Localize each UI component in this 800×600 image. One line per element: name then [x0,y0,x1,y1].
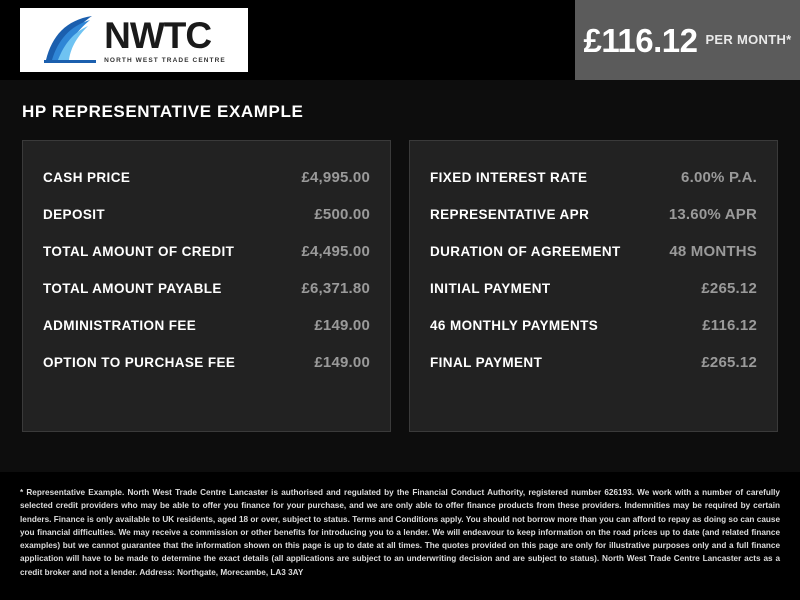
table-row [41,159,372,196]
logo-subtext: NORTH WEST TRADE CENTRE [104,56,226,64]
company-logo [20,8,248,72]
table-row [428,196,759,233]
row-value: £4,995.00 [301,169,370,186]
finance-details [0,122,800,432]
page-title: HP REPRESENTATIVE EXAMPLE [22,102,304,121]
row-label: OPTION TO PURCHASE FEE [43,355,236,370]
row-value: £265.12 [701,280,757,297]
row-value: £4,495.00 [301,243,370,260]
table-row [428,307,759,344]
row-label: TOTAL AMOUNT PAYABLE [43,281,222,296]
table-row [41,344,372,381]
row-value: £149.00 [314,354,370,371]
row-value: £116.12 [702,317,757,334]
row-label: TOTAL AMOUNT OF CREDIT [43,244,235,259]
table-row [428,159,759,196]
row-label: ADMINISTRATION FEE [43,318,197,333]
row-label: FINAL PAYMENT [430,355,543,370]
row-value: £6,371.80 [301,280,370,297]
price-amount: £116.12 [583,21,698,59]
logo-wordmark: NWTC [104,14,212,56]
row-value: £149.00 [314,317,370,334]
monthly-price-panel [575,0,800,80]
table-row [428,344,759,381]
row-label: FIXED INTEREST RATE [430,170,588,185]
footer-disclaimer [0,472,800,600]
table-row [41,307,372,344]
row-value: £265.12 [701,354,757,371]
row-label: REPRESENTATIVE APR [430,207,590,222]
disclaimer-text: * Representative Example. North West Trade Centre Lancaster is authorised and regulated by the Financial Conduct Authority, registered number 626193. We work with a number of carefully selected credit providers who may be able to offer you finance for your purchase, and we are only able to offer finance products from these providers. Indemnities may be required by certain lenders. Finance is only available to UK residents, aged 18 or over, subject to status. Terms and Conditions apply. You should not borrow more than you can afford to repay as doing so can cause you financial difficulties. We may receive a commission or other benefits for introducing you to a lender. We will endeavour to keep information on the road prices up to date (and related finance examples) but we cannot guarantee that the information shown on this page is up to date at all times. The quotes provided on this page are only for illustrative purposes only and a full finance application will have to be made to determine the exact details (all applications are subject to an underwriting decision and are subject to status). North West Trade Centre Lancaster acts as a credit broker and not a lender. Address: Northgate, Morecambe, LA3 3AY [20,488,780,577]
wheat-swoosh-logo-icon [42,14,100,66]
page-header [0,0,800,80]
table-row [41,196,372,233]
row-label: DURATION OF AGREEMENT [430,244,621,259]
table-row [41,270,372,307]
row-value: 6.00% P.A. [681,169,757,186]
row-label: CASH PRICE [43,170,131,185]
table-row [428,233,759,270]
left-details-panel [22,140,391,432]
row-value: 13.60% APR [668,206,757,223]
table-row [428,270,759,307]
row-label: INITIAL PAYMENT [430,281,551,296]
right-details-panel [409,140,778,432]
row-label: DEPOSIT [43,207,106,222]
price-period: PER MONTH* [705,31,792,47]
row-label: 46 MONTHLY PAYMENTS [430,318,599,333]
row-value: £500.00 [314,206,370,223]
row-value: 48 MONTHS [669,243,757,260]
table-row [41,233,372,270]
